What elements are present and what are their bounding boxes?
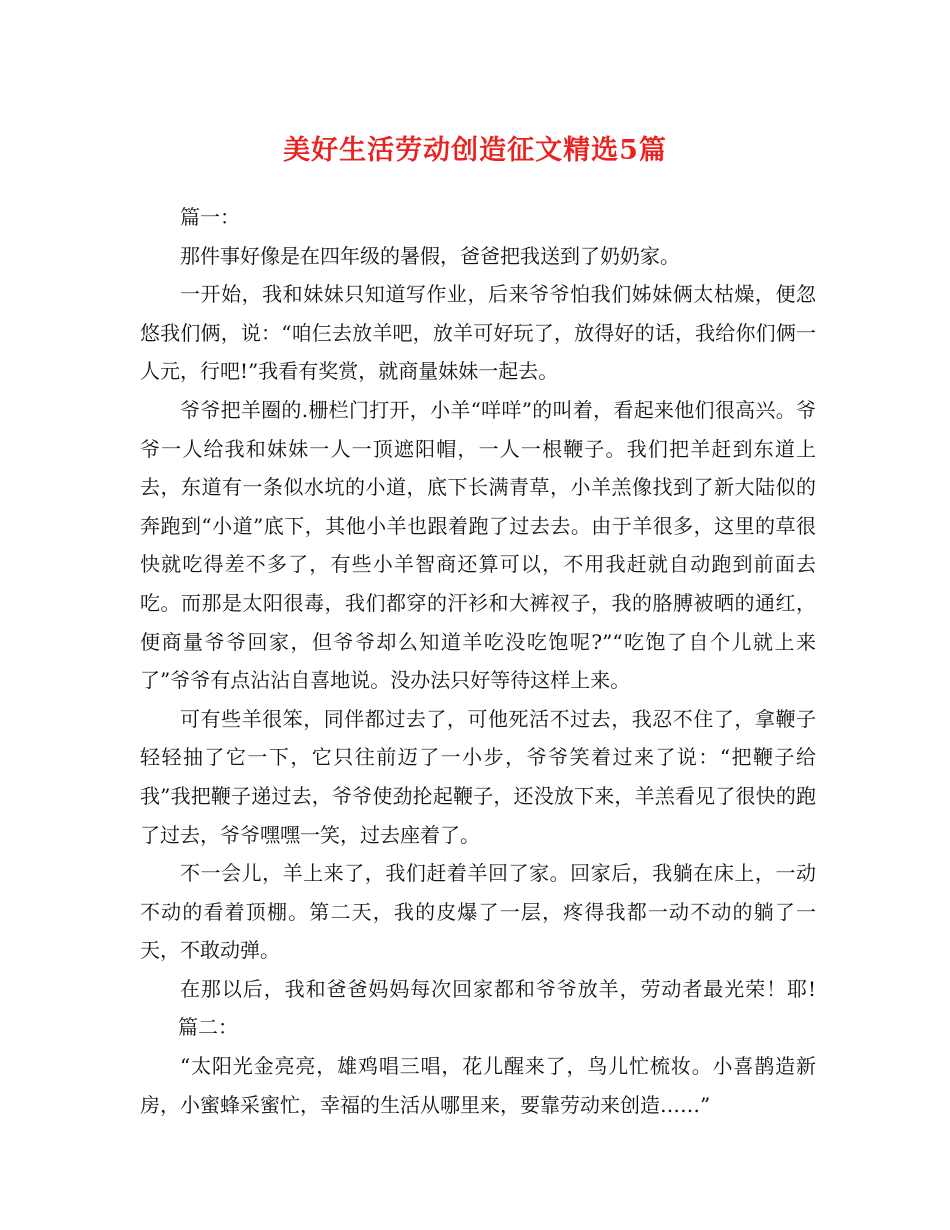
paragraph: 一开始，我和妹妹只知道写作业，后来爷爷怕我们姊妹俩太枯燥，便忽悠我们俩，说：“咱仨去放羊吧，放羊可好玩了，放得好的话，我给你们俩一人元，行吧!”我看有奖赏，就商量妹妹一起去。 (140, 282, 816, 384)
paragraph: 爷爷把羊圈的.栅栏门打开，小羊“咩咩”的叫着，看起来他们很高兴。爷爷一人给我和妹妹一人一顶遮阳帽，一人一根鞭子。我们把羊赶到东道上去，东道有一条似水坑的小道，底下长满青草，小羊羔像找到了新大陆似的奔跑到“小道”底下，其他小羊也跟着跑了过去去。由于羊很多，这里的草很快就吃得差不多了，有些小羊智商还算可以，不用我赶就自动跑到前面去吃。而那是太阳很毒，我们都穿的汗衫和大裤衩子，我的胳膊被晒的通红，便商量爷爷回家，但爷爷却么知道羊吃没吃饱呢?”“吃饱了自个儿就上来了”爷爷有点沾沾自喜地说。没办法只好等待这样上来。 (140, 397, 816, 693)
paragraph-text: 在那以后，我和爸爸妈妈每次回家都和爷爷放羊，劳动者最光荣！耶! (180, 976, 816, 1001)
section-heading: 篇二： (178, 1015, 238, 1040)
paragraph: 篇一： (180, 205, 240, 229)
document-body (140, 198, 816, 1124)
paragraph: “太阳光金亮亮，雄鸡唱三唱，花儿醒来了，鸟儿忙梳妆。小喜鹊造新房，小蜜蜂采蜜忙，幸福的生活从哪里来，要靠劳动来创造……” (140, 1054, 816, 1117)
paragraph: 那件事好像是在四年级的暑假，爸爸把我送到了奶奶家。 (180, 243, 680, 268)
document-title: 美好生活劳动创造征文精选5篇 (283, 135, 667, 166)
paragraph (140, 970, 816, 1047)
paragraph: 不一会儿，羊上来了，我们赶着羊回了家。回家后，我躺在床上，一动不动的看着顶棚。第二天，我的皮爆了一层，疼得我都一动不动的躺了一天，不敢动弹。 (140, 861, 816, 963)
paragraph: 可有些羊很笨，同伴都过去了，可他死活不过去，我忍不住了，拿鞭子轻轻抽了它一下，它只往前迈了一小步，爷爷笑着过来了说：“把鞭子给我”我把鞭子递过去，爷爷使劲抡起鞭子，还没放下来，羊羔看见了很快的跑了过去，爷爷嘿嘿一笑，过去座着了。 (140, 706, 816, 847)
